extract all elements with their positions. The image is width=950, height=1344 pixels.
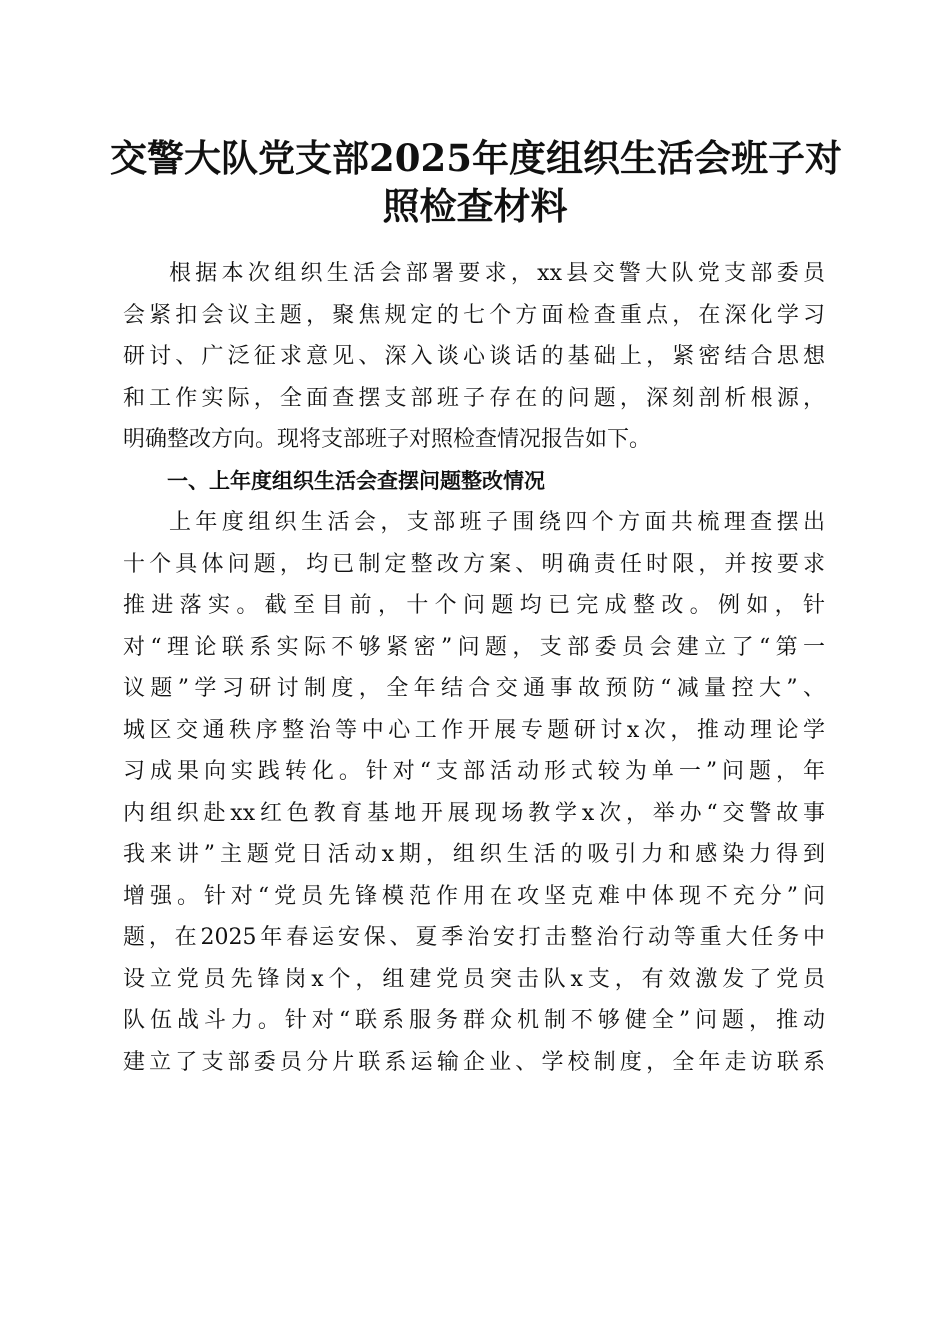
- paragraph-line: 明确整改方向。现将支部班子对照检查情况报告如下。: [123, 427, 652, 452]
- paragraph-line: 习成果向实践转化。针对“支部活动形式较为单一”问题，年: [123, 759, 825, 784]
- intro-paragraph: [123, 253, 825, 461]
- section1-paragraph: [123, 502, 825, 1083]
- paragraph-line: 题，在2025年春运安保、夏季治安打击整治行动等重大任务中: [123, 925, 825, 950]
- paragraph-line: 内组织赴xx红色教育基地开展现场教学x次，举办“交警故事: [123, 800, 825, 826]
- paragraph-line: 设立党员先锋岗x个，组建党员突击队x支，有效激发了党员: [123, 966, 825, 992]
- document-title: [110, 134, 840, 230]
- paragraph-line: 议题”学习研讨制度，全年结合交通事故预防“减量控大”、: [123, 676, 825, 701]
- paragraph-line: 城区交通秩序整治等中心工作开展专题研讨x次，推动理论学: [123, 717, 825, 743]
- paragraph-line: 和工作实际，全面查摆支部班子存在的问题，深刻剖析根源，: [123, 385, 825, 411]
- title-line-2: 照检查材料: [382, 184, 568, 228]
- paragraph-line: 十个具体问题，均已制定整改方案、明确责任时限，并按要求: [123, 551, 825, 577]
- paragraph-line: 会紧扣会议主题，聚焦规定的七个方面检查重点，在深化学习: [123, 302, 825, 328]
- title-line-1: 交警大队党支部2025年度组织生活会班子对: [110, 136, 842, 180]
- paragraph-line: 上年度组织生活会，支部班子围绕四个方面共梳理查摆出: [169, 510, 825, 535]
- paragraph-line: 推进落实。截至目前，十个问题均已完成整改。例如，针: [123, 593, 825, 618]
- paragraph-line: 队伍战斗力。针对“联系服务群众机制不够健全”问题，推动: [123, 1008, 825, 1033]
- paragraph-line: 我来讲”主题党日活动x期，组织生活的吸引力和感染力得到: [123, 842, 825, 867]
- document-body: [123, 253, 825, 1083]
- paragraph-line: 根据本次组织生活会部署要求，xx县交警大队党支部委员: [169, 261, 825, 286]
- section-heading: 一、上年度组织生活会查摆问题整改情况: [167, 468, 545, 493]
- paragraph-line: 对“理论联系实际不够紧密”问题，支部委员会建立了“第一: [123, 634, 825, 660]
- paragraph-line: 增强。针对“党员先锋模范作用在攻坚克难中体现不充分”问: [123, 883, 825, 909]
- paragraph-line: 建立了支部委员分片联系运输企业、学校制度，全年走访联系: [123, 1049, 825, 1075]
- paragraph-line: 研讨、广泛征求意见、深入谈心谈话的基础上，紧密结合思想: [123, 344, 825, 369]
